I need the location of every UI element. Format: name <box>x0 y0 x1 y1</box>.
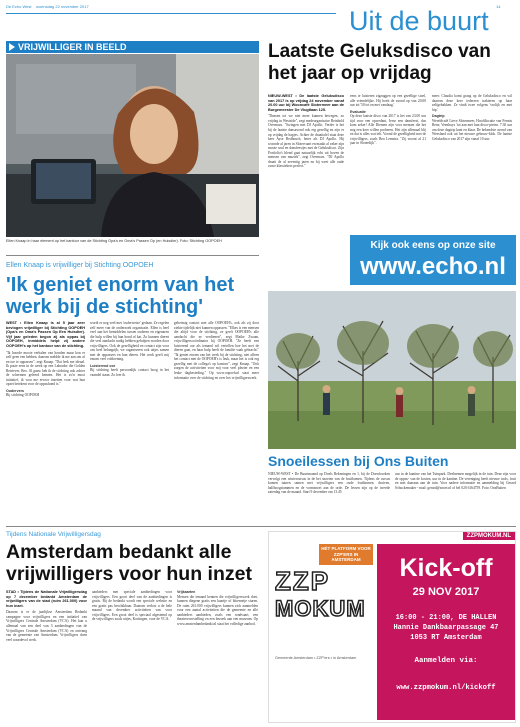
amsterdam-col2-body: aanbieders met speciale aanbiedingen voor vrijwilligers. Een groot deel van de aanbiedingen is gratis. Bij de bedankt wordt een speciale website en een gratis pas beschikbaar. Daarom verlost u de hele maand van december activiteiten van voor vrijwilligers. Een groot deel is speciaal afgestemd op de vrijwilligers zoals uitjes, Kortingen, voor de VCA. <box>92 590 172 622</box>
orchard-photo <box>268 291 516 449</box>
section-title: Uit de buurt <box>349 6 489 36</box>
office-photo <box>6 54 259 237</box>
article1-col1 <box>6 321 85 521</box>
article1-col3 <box>174 321 259 521</box>
zzp-title: Kick-off <box>399 554 493 582</box>
office-photo-art <box>6 54 259 237</box>
amsterdam-col3-sub: Vrijkaarten <box>177 590 196 594</box>
zzp-logo-top: ZZP <box>275 566 331 596</box>
disco-col3-body: meer. Claudia komt graag op de Geluksdisco en wil daarom deze keer iedereen trakteren op haar zelfgebakken. Ze vindt twee volgens 'vrolijk en met hip.' <box>432 94 512 112</box>
amsterdam-col2 <box>92 590 172 723</box>
caption-rule <box>6 255 259 256</box>
zzp-info-block <box>377 544 515 720</box>
article1-col3-body: geheimig contact met alle OOPOEH's, ook als zij door ziekte tijdelijk niet kunnen oppassen. "Elkes is een mensen die altijd voor de stichting, ze geeft OOPOEH's alle aandacht die ze verdienen", zegt Maike Zwaan, vrijwilligerscoördinator bij OOPOEH. "Ze heeft een luisterend oor als iemand wil vertellen hoe het met de dieren gaat, en haar hulp heeft de familie vaak gebracht." "Ik geniet enorm van het werk bij de stichting, niet alleen het contact met de OOPOEH's is leuk, maar het is ook erg gezellig met de collega's op kantoor", zegt Knaap. "Ook zorgen de activiteiten voor mij voor veel plezier en een leuke dagbesteding." Op www.oopoeh.nl staat meer informatie over de stichting en over het vrijwilligerswerk. <box>174 321 259 380</box>
disco-col2b-body: Op deze laatste disco van 2017 is het van 23.00 uur tijd voor een opwedant, Ierse een dansfeest, dus kom zeker! Alle Diemen zijn voor mensen die het nog een keer willen proberen. Het zijn allemaal blij en dat is alles wat telt. Vooral de gezelligheid met de vrijwilligers, zoals Bea Lemstra. "Zij woont al 21 jaar in Sloterdijk". <box>350 114 426 146</box>
amsterdam-kicker: Tijdens Nationale Vrijwilligersdag <box>6 531 101 538</box>
snoei-headline: Snoeilessen bij Ons Buiten <box>268 453 449 469</box>
echo-ad[interactable] <box>350 235 516 285</box>
amsterdam-col1 <box>6 590 87 723</box>
article1-kicker: Ellen Knaap is vrijwilliger bij Stichting OOPOEH <box>6 262 154 269</box>
disco-col3-sub: Dagtrip <box>432 114 445 119</box>
zzp-badge: HÉT PLATFORM VOOR ZZP'ERS IN AMSTERDAM <box>319 544 373 565</box>
disco-col1 <box>268 94 344 269</box>
zzp-url[interactable]: www.zzpmokum.nl/kickoff <box>396 684 496 692</box>
snoei-col1 <box>268 472 390 520</box>
disco-col3 <box>432 94 512 219</box>
zzp-street: Hannie Dankbaarpassage 47 <box>393 624 499 632</box>
header-rule <box>6 13 336 14</box>
disco-col2-body: eens te luisteren zigzaggen op een gezellige stoel, alle vriendelijke. Hij boeit de avond op van 20.00 uur tot '50 tot en met vandaag.' <box>350 94 426 108</box>
zzp-date: 29 NOV 2017 <box>412 586 480 598</box>
amsterdam-col3-body: Mensen die iemand kennen die vrijwilligerswerk doet, kunnen diegene gratis een kaartje of bloemetje sturen. De ruim 261.000 vrijwilligers kunnen zich aanmelden voor een aantal activiteiten die de gemeente en alle aanbieders aanbieden, zoals een rondvaart, een theatervoorstelling en een bezoek aan een museum. Op www.amsterdambedankt.nl staat het volledige aanbod. <box>177 594 258 626</box>
zzp-time-place: 16:00 - 21:00, DE HALLEN <box>395 614 497 622</box>
page-number: 14 <box>496 4 501 9</box>
zzp-cta: Aanmelden via: <box>414 657 478 665</box>
disco-col1-body: "Dansen tot we niet meer kunnen bewegen, zo vrijdag in Westside", zegt medeorganisator Reinhold Overmars. "Swingen met DJ Apollo. Verder is het bij de laatste dansavond ook erg gezellig en zijn er op vrijdag de hapjes. Achter de draaitafel staat deze keer Ayse Redhouch, beter als DJ Apollo. Hij woonde al jaren in Slotervaart en maakt al vaker zijn mooie soul en dansfeestjes met de Geluksdisco. Zijn Portfolio's blend gaat natuurlijk echt uit boven de mensen van muziek", zegt Overmars. "DJ Apollo draait de al zeventig jaren en hij weet alle oude ouwe klassiekers perfect." <box>268 114 344 169</box>
article1-col1-body: "Ik hoorde mooie verhalen van honden maar kon er zelf geen een hebben, daarom meldde ik me aan om af en toe te oppassen", zegt Knaap. "Dat leek me ideaal. Ik paste eens in de week op een Labrador die Golden Retriever, Beo. Al gauw heb ik de stichting ook achter de schermen geleerd kennen. Het is zo'n mooi initiatief, ik wou me ervoor inzetten voor wat hun opzet betekent voor de oppashond is." <box>6 350 85 387</box>
article1-col2-end: Bij stichting heeft persoonlijk contact hoog in het vaandel staan. Zo leer ik <box>90 368 169 378</box>
zzp-logo-block <box>273 544 373 674</box>
snoei-col2-body: uur in de kantine van het Tuinpark. Deelnemen mogelijk in de tuin. Deze zijn voor de oppas- van de kosten, uur in de kantine. De vereniging heeft nieuwe tools, fruit en met daaraan aan de tuin. Voor nadere informatie en aanmelding bij Gerard Schuckemaker - mail: gerard@snoei.nl of bel 020 6164759. Foto: OnsBuiten <box>395 472 516 490</box>
issue-date: woensdag 22 november 2017 <box>36 4 89 9</box>
amsterdam-col1-body: Daarom is er de jaarlijkse Amsterdam Bedankt campagne voor vrijwilligers en een initiatief van Vrijwilligers Centrale Amsterdam (VCA). Het kan u allemaal van een deel van 3 aanbiedingen van de Vrijwilligers Centrale Amsterdam (VCA) en ontvang van de gemeente van Amsterdam. Vrijwilligers doen veel waardevol werk. <box>6 610 87 642</box>
orchard-photo-art <box>268 291 516 449</box>
disco-col3b-body: Wereldcafé Lieve Slotermeer, Hoofdlocatie van Fennis Rens; Veenhuys 'tot aan met hun disco-pieten. 7.30 uur om deze dagtrip kant en klaar. De bekendste avond van Weesland ook uit het nieuwe gebouw-blok. De laatste Geluksdisco van 2017 zijn vanaf 10 uur. <box>432 118 512 141</box>
echo-ad-small: Kijk ook eens op onze site <box>370 240 496 251</box>
disco-lead: NIEUW-WEST • De laatste Geluksdisco van 2017 is op vrijdag 24 november vanaf 20.00 uur bij Wooncafé Slotermeer aan de Burgemeester De Vlugtlaan 125. <box>268 94 344 112</box>
amsterdam-col3 <box>177 590 258 723</box>
amsterdam-headline: Amsterdam bedankt alle vrijwilligers voor hun inzet <box>6 541 252 585</box>
zzp-ad-tag[interactable]: ZZPMOKUM.NL <box>463 532 515 540</box>
article1-lead: WEST • Ellen Knaap is al 5 jaar zeer bevlogen vrijwilliger bij Stichting OOPOEH (Opa's en Oma's Passen Op Een Huisdier). Vijf jaar geleden begon zij als oppas bij OOPOEH, inmiddels helpt zij andere OOPOEH's op het kantoor van de stichting. <box>6 321 85 348</box>
article1-col2-sub: Luisterend oor <box>90 363 116 368</box>
article1-headline: 'Ik geniet enorm van het werk bij de stichting' <box>6 274 235 318</box>
zzp-city: 1053 RT Amsterdam <box>410 634 482 642</box>
zzp-logo-bottom: MOKUM <box>275 596 366 621</box>
disco-col2-sub: Evaluatie <box>350 109 366 114</box>
snoei-col1-body: NIEUW-WEST • De Buurtmaand op Doels Rekeningen en 1, bij de Doenfoorken vervolgt een wintercursus in de het snoeien van de fruitbomen. Tijdens de cursus komen tuinen samen met vrijwilligers een oude fruitbomen, druiven, halfhoogstammen en de vormsnoei aan de orde. De lessen zijn op de tweede zaterdag van de maand. Start 9 december om 13.45 <box>268 472 390 495</box>
article1-col2 <box>90 321 169 521</box>
banner-label: VRIJWILLIGER IN BEELD <box>18 42 127 52</box>
article1-col2-body: wordt er nog veel met 'ouderwetse' gedaan. Ze regelen zelf meer van de onderzoek organisatie. Ellen is heel veel aan het bemiddelen tussen ouderen en eigenaren die hulp willen bij hun hond of kat. Zo kunnen dieren die veel aandacht nodig hebben geholpen worden door vrijwilligers. Ook de gezelligheid en contact zijn voor ons heel belangrijk, we organiseren ook uitjes samen met de oppassers en hun dieren. Het werk geeft mij enorm veel voldoening. <box>90 321 169 362</box>
banner-arrow-icon <box>9 43 15 51</box>
disco-headline: Laatste Geluksdisco van het jaar op vrijdag <box>268 41 491 84</box>
snoei-col2 <box>395 472 516 520</box>
section-divider <box>6 526 516 527</box>
paper-name: De Echo West <box>6 4 32 9</box>
article1-col1-end: Bij stichting OOPOEH <box>6 393 40 398</box>
vrijwilliger-banner <box>6 41 259 53</box>
zzp-footer: Gemeente Amsterdam • ZZP'ers • in Amsterdam <box>275 656 357 660</box>
article1-col1-sub: Oudervers <box>6 388 24 393</box>
zzp-ad[interactable] <box>268 531 516 723</box>
office-photo-caption: Ellen Knaap in haar element op het kantoor van de Stichting Opa's en Oma's Passen Op (en Huisdier). Foto: Stichting OOPOEH <box>6 239 222 243</box>
echo-ad-url[interactable]: www.echo.nl <box>360 253 506 280</box>
amsterdam-lead: STAD • Tijdens de Nationale Vrijwilligersdag op 7 december bedankt Amsterdam de vrijwilligers van de stad (ruim 261.000) voor hun inzet. <box>6 590 87 608</box>
